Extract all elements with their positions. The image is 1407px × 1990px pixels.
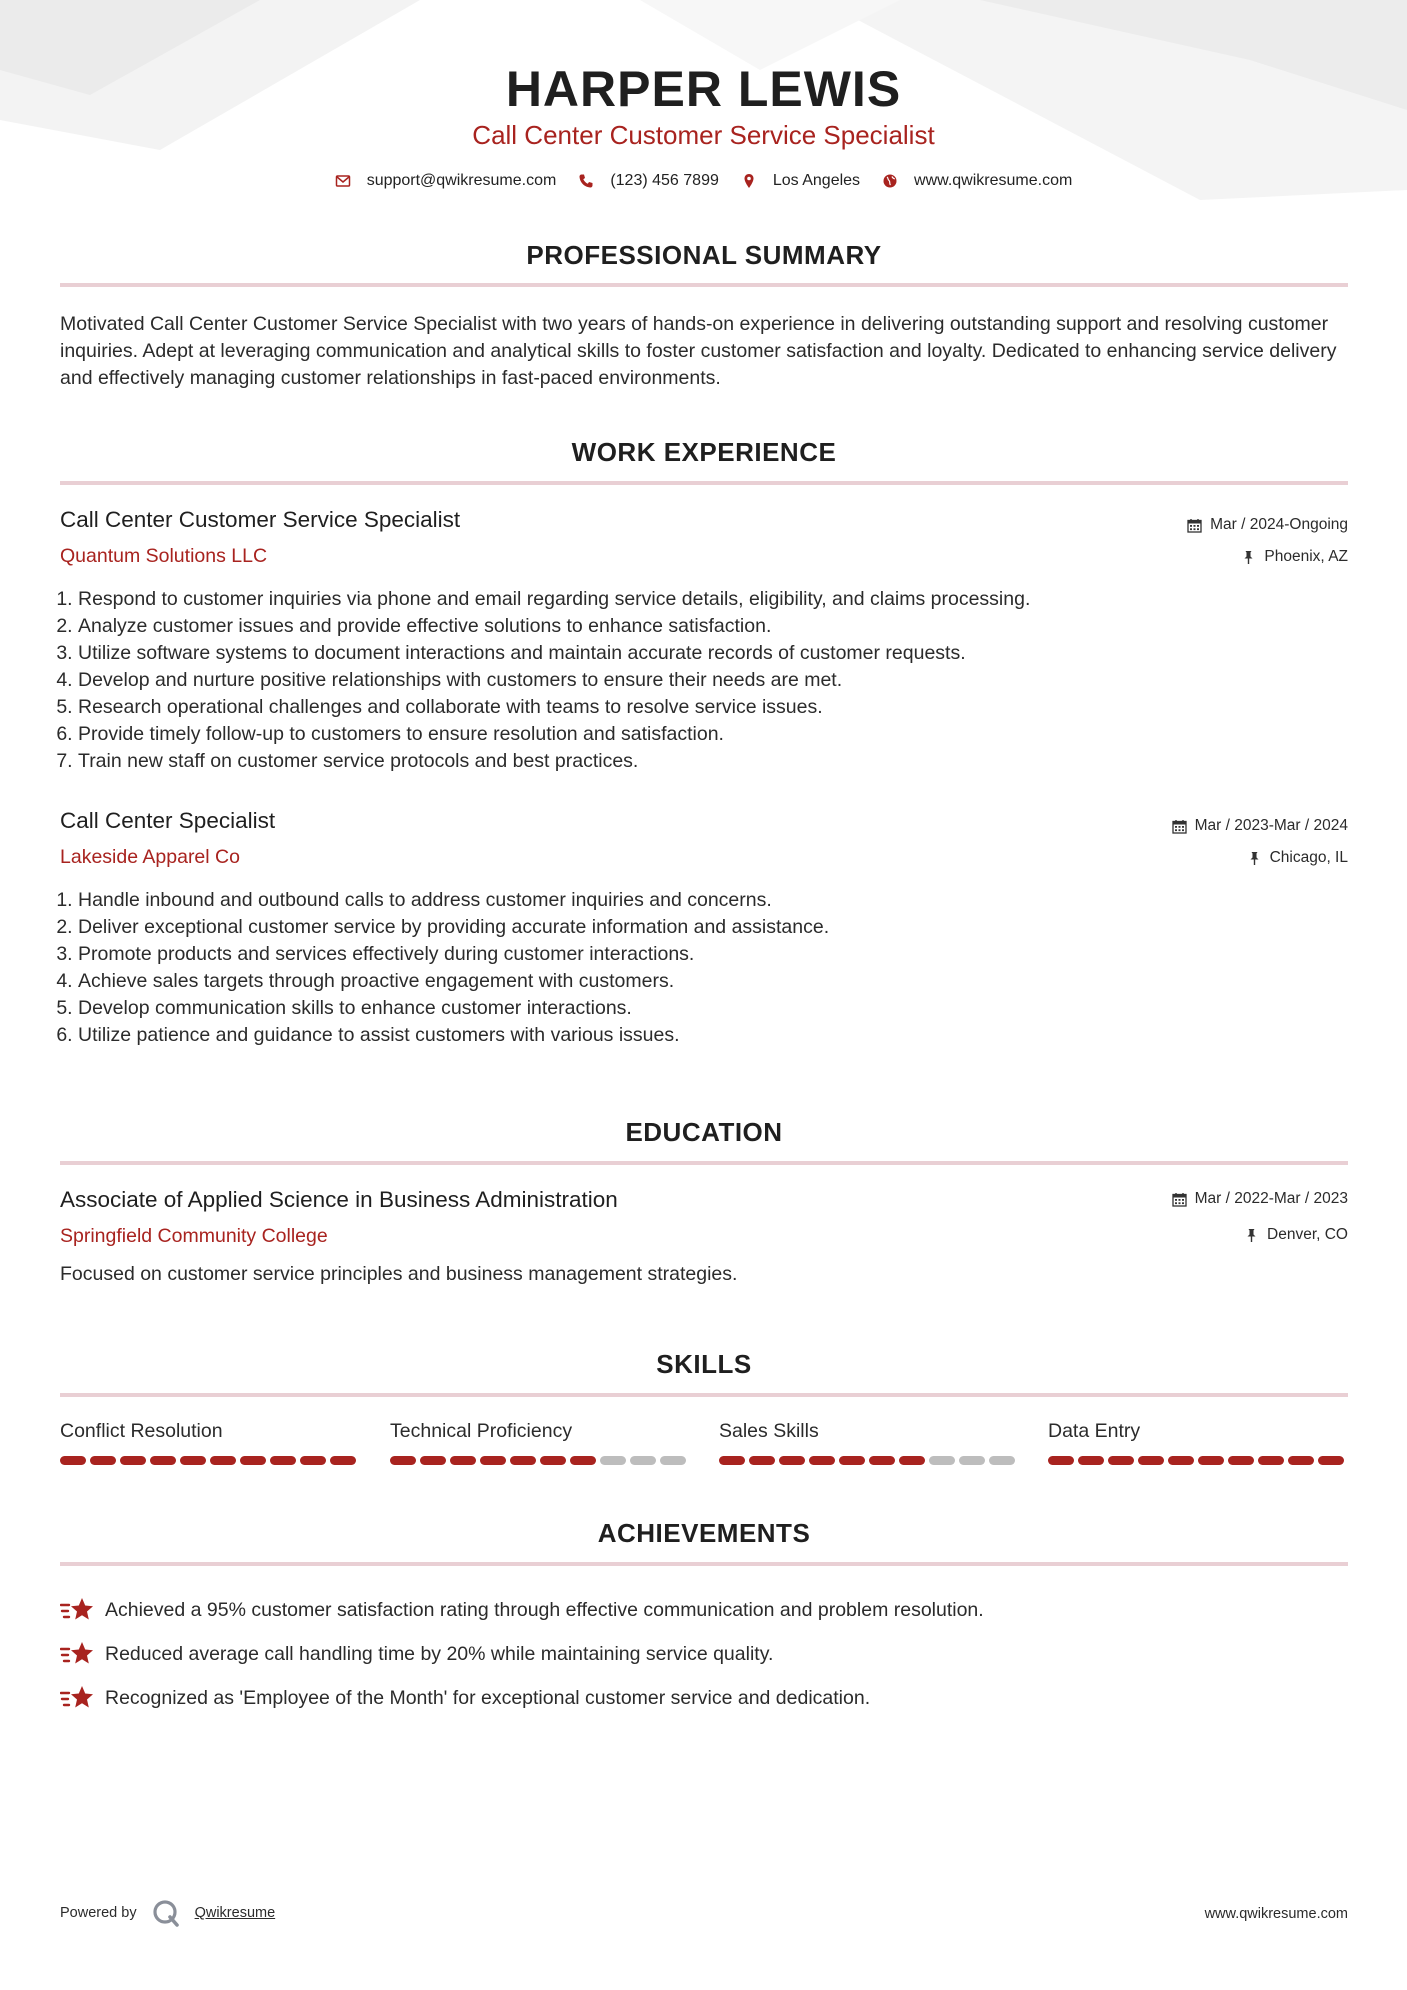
star-icon — [60, 1639, 94, 1669]
skill-level-segment — [630, 1456, 656, 1465]
calendar-icon — [1187, 518, 1202, 533]
brand-link[interactable]: Qwikresume — [194, 1905, 276, 1921]
achievement-item — [60, 1632, 1348, 1676]
footer-website[interactable]: www.qwikresume.com — [1204, 1906, 1348, 1922]
skill-level-segment — [959, 1456, 985, 1465]
duty-list — [60, 586, 1030, 775]
skill-level-segment — [600, 1456, 626, 1465]
contact-website[interactable] — [882, 172, 1072, 190]
contact-location — [741, 172, 860, 190]
skill-level-segment — [779, 1456, 805, 1465]
skill-level-segment — [510, 1456, 536, 1465]
pushpin-icon — [1244, 1228, 1259, 1243]
map-pin-icon — [741, 173, 757, 189]
date-range: Mar / 2022-Mar / 2023 — [1194, 1190, 1348, 1207]
skill-level-segment — [390, 1456, 416, 1465]
location: Phoenix, AZ — [1264, 548, 1348, 565]
skill-level-segment — [180, 1456, 206, 1465]
education-description: Focused on customer service principles and business management strategies. — [60, 1263, 738, 1285]
section-heading-summary: PROFESSIONAL SUMMARY — [526, 240, 882, 270]
skill-level-segment — [150, 1456, 176, 1465]
summary-text: Motivated Call Center Customer Service Specialist with two years of hands-on experience in delivering outstanding support and resolving customer inquiries. Adept at leveraging communication and analytical skills to foster customer satisfaction and loyalty. Dedicated to enhancing service delivery and effectively managing customer relationships in fast-paced environments. — [60, 313, 1337, 389]
skill-name: Technical Proficiency — [390, 1420, 573, 1442]
skill-level-segment — [1228, 1456, 1254, 1465]
skill-level-segment — [540, 1456, 566, 1465]
list-item: 6. Utilize patience and guidance to assist customers with various issues. — [78, 1022, 829, 1049]
job-location — [1241, 548, 1348, 566]
contact-phone[interactable] — [578, 172, 719, 190]
list-item: 2. Analyze customer issues and provide effective solutions to enhance satisfaction. — [78, 613, 1030, 640]
job-dates — [1172, 817, 1348, 835]
degree-title: Associate of Applied Science in Business Administration — [60, 1187, 618, 1212]
envelope-icon — [335, 173, 351, 189]
email-text[interactable]: support@qwikresume.com — [366, 172, 557, 189]
skill-level-segment — [210, 1456, 236, 1465]
company-name: Quantum Solutions LLC — [60, 545, 268, 567]
skill-level-bar — [719, 1456, 1019, 1465]
skill-level-segment — [90, 1456, 116, 1465]
skill-item — [1048, 1420, 1348, 1448]
list-item: 1. Handle inbound and outbound calls to address customer inquiries and concerns. — [78, 887, 829, 914]
phone-icon — [578, 173, 594, 189]
skill-item — [719, 1420, 1019, 1448]
job-title: Call Center Customer Service Specialist — [60, 507, 461, 532]
date-range: Mar / 2023-Mar / 2024 — [1194, 817, 1348, 834]
qwikresume-logo-icon — [151, 1898, 181, 1928]
achievement-text: Achieved a 95% customer satisfaction rating through effective communication and problem resolution. — [105, 1598, 984, 1621]
skill-level-segment — [270, 1456, 296, 1465]
skill-level-segment — [1138, 1456, 1164, 1465]
achievements-list — [60, 1588, 1348, 1720]
skill-level-bar — [60, 1456, 360, 1465]
footer-powered-by — [60, 1898, 275, 1928]
location: Chicago, IL — [1269, 849, 1348, 866]
skill-level-segment — [570, 1456, 596, 1465]
candidate-title: Call Center Customer Service Specialist — [472, 120, 935, 150]
skill-level-segment — [749, 1456, 775, 1465]
job-location — [1247, 849, 1348, 867]
school-name: Springfield Community College — [60, 1225, 328, 1247]
list-item: 4. Develop and nurture positive relationships with customers to ensure their needs are met. — [78, 667, 1030, 694]
skill-name: Sales Skills — [719, 1420, 819, 1442]
experience-entry — [60, 507, 1348, 777]
skill-level-segment — [120, 1456, 146, 1465]
experience-entry — [60, 808, 1348, 1058]
section-divider — [60, 1393, 1348, 1397]
powered-by-label: Powered by — [60, 1905, 137, 1921]
skill-level-segment — [989, 1456, 1015, 1465]
achievement-text: Reduced average call handling time by 20% while maintaining service quality. — [105, 1642, 774, 1665]
pushpin-icon — [1241, 550, 1256, 565]
star-icon — [60, 1683, 94, 1713]
section-heading-achievements: ACHIEVEMENTS — [597, 1518, 811, 1548]
globe-icon — [882, 173, 898, 189]
calendar-icon — [1172, 819, 1187, 834]
skill-level-segment — [480, 1456, 506, 1465]
skill-level-segment — [869, 1456, 895, 1465]
skill-level-segment — [420, 1456, 446, 1465]
section-heading-education: EDUCATION — [625, 1117, 783, 1147]
skill-level-segment — [1168, 1456, 1194, 1465]
skill-level-segment — [240, 1456, 266, 1465]
star-icon — [60, 1595, 94, 1625]
skill-level-segment — [1108, 1456, 1134, 1465]
skill-level-bar — [1048, 1456, 1348, 1465]
section-divider — [60, 283, 1348, 287]
section-heading-skills: SKILLS — [656, 1349, 752, 1379]
phone-text[interactable]: (123) 456 7899 — [610, 172, 719, 189]
skill-level-segment — [809, 1456, 835, 1465]
location-text: Los Angeles — [772, 172, 861, 189]
pushpin-icon — [1247, 851, 1262, 866]
list-item: 3. Utilize software systems to document interactions and maintain accurate records of customer requests. — [78, 640, 1030, 667]
job-dates — [1187, 516, 1348, 534]
list-item: 6. Provide timely follow-up to customers to ensure resolution and satisfaction. — [78, 721, 1030, 748]
location: Denver, CO — [1267, 1226, 1348, 1243]
skill-level-segment — [839, 1456, 865, 1465]
skill-level-segment — [1258, 1456, 1284, 1465]
contact-bar — [0, 172, 1407, 190]
section-divider — [60, 1562, 1348, 1566]
job-title: Call Center Specialist — [60, 808, 276, 833]
skill-level-segment — [450, 1456, 476, 1465]
list-item: 4. Achieve sales targets through proactive engagement with customers. — [78, 968, 829, 995]
skill-level-segment — [1288, 1456, 1314, 1465]
skill-level-segment — [1078, 1456, 1104, 1465]
section-heading-experience: WORK EXPERIENCE — [571, 437, 837, 467]
contact-email[interactable] — [335, 172, 557, 190]
skill-level-segment — [1198, 1456, 1224, 1465]
achievement-item — [60, 1676, 1348, 1720]
date-range: Mar / 2024-Ongoing — [1210, 516, 1348, 533]
list-item: 5. Develop communication skills to enhance customer interactions. — [78, 995, 829, 1022]
achievement-item — [60, 1588, 1348, 1632]
education-location — [1244, 1226, 1348, 1244]
skill-level-segment — [60, 1456, 86, 1465]
company-name: Lakeside Apparel Co — [60, 846, 240, 868]
website-text[interactable]: www.qwikresume.com — [914, 172, 1073, 189]
skill-level-segment — [1048, 1456, 1074, 1465]
skill-item — [390, 1420, 690, 1448]
skill-level-segment — [330, 1456, 356, 1465]
skills-list — [60, 1420, 1348, 1470]
achievement-text: Recognized as 'Employee of the Month' for exceptional customer service and dedication. — [105, 1686, 871, 1709]
skill-item — [60, 1420, 360, 1448]
skill-level-segment — [899, 1456, 925, 1465]
education-dates — [1172, 1190, 1348, 1208]
list-item: 3. Promote products and services effectively during customer interactions. — [78, 941, 829, 968]
calendar-icon — [1172, 1192, 1187, 1207]
duty-list — [60, 887, 829, 1049]
education-entry — [60, 1187, 1348, 1297]
list-item: 2. Deliver exceptional customer service by providing accurate information and assistance. — [78, 914, 829, 941]
skill-level-segment — [1318, 1456, 1344, 1465]
skill-level-segment — [929, 1456, 955, 1465]
list-item: 7. Train new staff on customer service protocols and best practices. — [78, 748, 1030, 775]
section-divider — [60, 481, 1348, 485]
skill-name: Data Entry — [1048, 1420, 1141, 1442]
skill-level-segment — [719, 1456, 745, 1465]
skill-level-segment — [300, 1456, 326, 1465]
skill-level-segment — [660, 1456, 686, 1465]
skill-level-bar — [390, 1456, 690, 1465]
section-divider — [60, 1161, 1348, 1165]
skill-name: Conflict Resolution — [60, 1420, 223, 1442]
candidate-name: HARPER LEWIS — [505, 61, 902, 117]
list-item: 1. Respond to customer inquiries via phone and email regarding service details, eligibility, and claims processing. — [78, 586, 1030, 613]
list-item: 5. Research operational challenges and collaborate with teams to resolve service issues. — [78, 694, 1030, 721]
